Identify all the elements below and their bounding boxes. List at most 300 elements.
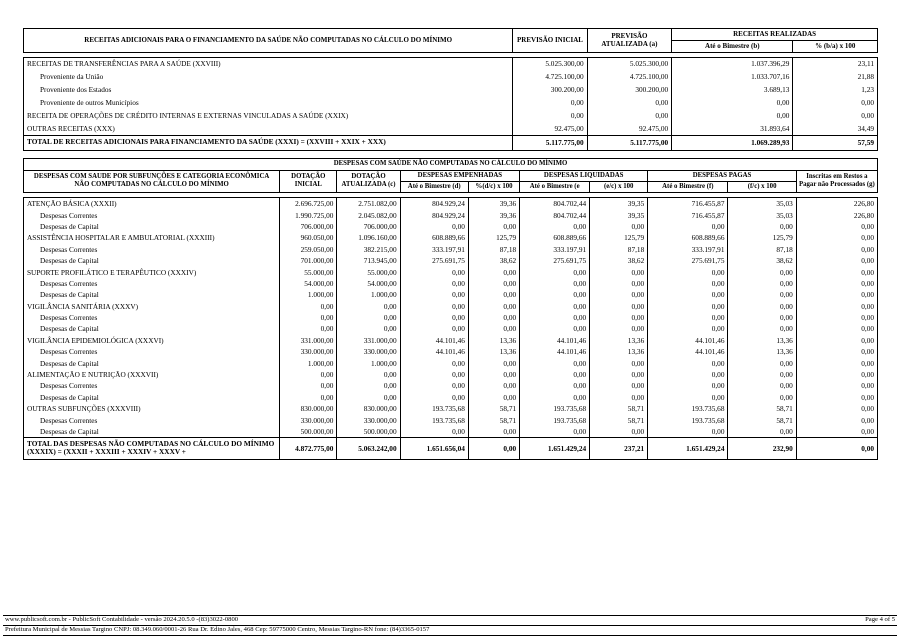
col-header-ate-bimestre-b: Até o Bimestre (b) (672, 40, 793, 52)
cell-value: 226,80 (796, 198, 877, 209)
cell-value: 0,00 (590, 369, 648, 380)
table-row (24, 244, 878, 255)
table-row (24, 289, 878, 300)
cell-value: 55.000,00 (337, 266, 400, 277)
cell-value: 0,00 (648, 392, 728, 403)
row-label: Despesas Correntes (40, 313, 98, 323)
receitas-header-table (23, 28, 878, 53)
cell-value: 0,00 (587, 96, 672, 109)
cell-value: 0,00 (648, 380, 728, 391)
cell-value: 1.651.656,04 (400, 437, 468, 460)
cell-value: 2.751.082,00 (337, 198, 400, 209)
cell-value: 3.689,13 (672, 83, 793, 96)
cell-value: 44.101,46 (400, 346, 468, 357)
cell-value: 0,00 (520, 289, 590, 300)
cell-value: 0,00 (796, 244, 877, 255)
cell-value: 804.929,24 (400, 198, 468, 209)
cell-value: 1.033.707,16 (672, 70, 793, 83)
cell-value: 0,00 (337, 392, 400, 403)
cell-value: 0,00 (468, 300, 519, 311)
cell-value: 0,00 (400, 323, 468, 334)
cell-value: 0,00 (520, 323, 590, 334)
cell-value: 0,00 (672, 96, 793, 109)
cell-value: 39,35 (590, 198, 648, 209)
cell-value: 0,00 (728, 266, 796, 277)
cell-value: 58,71 (468, 403, 519, 414)
cell-value: 0,00 (337, 323, 400, 334)
cell-value: 333.197,91 (520, 244, 590, 255)
cell-value: 0,00 (796, 323, 877, 334)
cell-value: 5.117.775,00 (513, 135, 587, 150)
cell-value: 1.000,00 (337, 289, 400, 300)
cell-value: 0,00 (796, 380, 877, 391)
cell-value: 830.000,00 (337, 403, 400, 414)
cell-value: 0,00 (648, 312, 728, 323)
cell-value: 226,80 (796, 209, 877, 220)
cell-value: 0,00 (520, 300, 590, 311)
row-label: Proveniente dos Estados (40, 85, 112, 94)
page-footer (3, 615, 897, 636)
cell-value: 500.000,00 (280, 426, 337, 437)
cell-value: 38,62 (590, 255, 648, 266)
cell-value: 13,36 (468, 335, 519, 346)
col-header-pag-bimestre: Até o Bimestre (f) (648, 181, 728, 192)
cell-value: 0,00 (520, 426, 590, 437)
cell-value: 0,00 (468, 426, 519, 437)
row-label: Proveniente da União (40, 72, 104, 81)
cell-value: 0,00 (400, 278, 468, 289)
cell-value: 275.691,75 (400, 255, 468, 266)
row-label: TOTAL DE RECEITAS ADICIONAIS PARA FINANCIAMENTO DA SAÚDE (XXXI) = (XXVIII + XXIX + XXX) (24, 135, 513, 150)
row-label: OUTRAS SUBFUNÇÕES (XXXVIII) (27, 404, 141, 414)
table-row (24, 221, 878, 232)
cell-value: 0,00 (520, 369, 590, 380)
cell-value: 35,03 (728, 198, 796, 209)
despesas-banner: DESPESAS COM SAÚDE NÃO COMPUTADAS NO CÁLCULO DO MÍNIMO (24, 158, 878, 170)
table-row (24, 255, 878, 266)
cell-value: 0,00 (400, 426, 468, 437)
cell-value: 0,00 (590, 300, 648, 311)
cell-value: 0,00 (796, 278, 877, 289)
cell-value: 1.990.725,00 (280, 209, 337, 220)
cell-value: 1.069.289,93 (672, 135, 793, 150)
col-header-pct-ba: % (b/a) x 100 (793, 40, 878, 52)
cell-value: 38,62 (468, 255, 519, 266)
cell-value: 0,00 (337, 312, 400, 323)
cell-value: 0,00 (793, 109, 878, 122)
cell-value: 0,00 (468, 392, 519, 403)
row-label: RECEITA DE OPERAÇÕES DE CRÉDITO INTERNAS E EXTERNAS VINCULADAS A SAÚDE (XXIX) (27, 111, 349, 120)
col-header-dotacao-atualizada: DOTAÇÃO ATUALIZADA (c) (337, 170, 400, 193)
cell-value: 804.929,24 (400, 209, 468, 220)
col-header-pag-pct: (f/c) x 100 (728, 181, 796, 192)
cell-value: 193.735,68 (648, 414, 728, 425)
cell-value: 13,36 (590, 335, 648, 346)
cell-value: 0,00 (468, 380, 519, 391)
col-header-emp-pct: %(d/c) x 100 (468, 181, 519, 192)
row-label: Despesas Correntes (40, 278, 98, 288)
cell-value: 58,71 (728, 403, 796, 414)
col-header-despesas-pagas: DESPESAS PAGAS (648, 170, 797, 181)
cell-value: 0,00 (672, 109, 793, 122)
cell-value: 0,00 (468, 357, 519, 368)
cell-value: 0,00 (468, 369, 519, 380)
cell-value: 0,00 (728, 392, 796, 403)
cell-value: 125,79 (728, 232, 796, 243)
cell-value: 0,00 (400, 289, 468, 300)
row-label: Despesas de Capital (40, 256, 99, 266)
cell-value: 0,00 (796, 392, 877, 403)
cell-value: 2.696.725,00 (280, 198, 337, 209)
row-label: ATENÇÃO BÁSICA (XXXII) (27, 199, 117, 209)
col-header-despesas-liquidadas: DESPESAS LIQUIDADAS (520, 170, 648, 181)
cell-value: 330.000,00 (280, 414, 337, 425)
cell-value: 0,00 (337, 300, 400, 311)
cell-value: 39,36 (468, 198, 519, 209)
cell-value: 716.455,87 (648, 209, 728, 220)
cell-value: 4.725.100,00 (587, 70, 672, 83)
table-row (24, 266, 878, 277)
cell-value: 0,00 (400, 221, 468, 232)
cell-value: 0,00 (648, 221, 728, 232)
cell-value: 0,00 (468, 266, 519, 277)
cell-value: 0,00 (590, 392, 648, 403)
row-label: SUPORTE PROFILÁTICO E TERAPÊUTICO (XXXIV) (27, 267, 197, 277)
cell-value: 58,71 (590, 403, 648, 414)
cell-value: 0,00 (648, 300, 728, 311)
cell-value: 0,00 (796, 426, 877, 437)
table-row (24, 403, 878, 414)
cell-value: 13,36 (728, 335, 796, 346)
footer-entity-info: Prefeitura Municipal de Messias Targino CNPJ: 08.349.060/0001-26 Rua Dr. Edino Jales, 468 Cep: 59775000 Centro, Messias Targino-RN fone: (84)3365-0157 (5, 626, 430, 634)
cell-value: 0,00 (648, 426, 728, 437)
cell-value: 701.000,00 (280, 255, 337, 266)
cell-value: 87,18 (590, 244, 648, 255)
cell-value: 0,00 (648, 289, 728, 300)
cell-value: 0,00 (400, 266, 468, 277)
row-label: Despesas Correntes (40, 244, 98, 254)
cell-value: 54.000,00 (337, 278, 400, 289)
cell-value: 0,00 (796, 335, 877, 346)
cell-value: 0,00 (513, 96, 587, 109)
table-row (24, 96, 878, 109)
cell-value: 0,00 (520, 392, 590, 403)
cell-value: 1.037.396,29 (672, 57, 793, 70)
cell-value: 0,00 (796, 266, 877, 277)
cell-value: 0,00 (520, 266, 590, 277)
cell-value: 333.197,91 (648, 244, 728, 255)
cell-value: 193.735,68 (520, 414, 590, 425)
despesas-body-table (23, 197, 878, 460)
cell-value: 608.889,66 (400, 232, 468, 243)
cell-value: 87,18 (728, 244, 796, 255)
cell-value: 44.101,46 (648, 335, 728, 346)
cell-value: 330.000,00 (337, 346, 400, 357)
cell-value: 1.651.429,24 (520, 437, 590, 460)
row-label: RECEITAS DE TRANSFERÊNCIAS PARA A SAÚDE (XXVIII) (27, 59, 221, 69)
table-row (24, 369, 878, 380)
table-row (24, 209, 878, 220)
cell-value: 804.702,44 (520, 198, 590, 209)
cell-value: 232,90 (728, 437, 796, 460)
cell-value: 706.000,00 (280, 221, 337, 232)
row-label: Despesas Correntes (40, 210, 98, 220)
cell-value: 193.735,68 (648, 403, 728, 414)
cell-value: 300.200,00 (513, 83, 587, 96)
col-header-previsao-atualizada: PREVISÃO ATUALIZADA (a) (587, 29, 672, 53)
table-row (24, 323, 878, 334)
cell-value: 44.101,46 (520, 346, 590, 357)
cell-value: 0,00 (587, 109, 672, 122)
row-label: Despesas de Capital (40, 392, 99, 402)
cell-value: 44.101,46 (400, 335, 468, 346)
col-header-receitas-desc: RECEITAS ADICIONAIS PARA O FINANCIAMENTO DA SAÚDE NÃO COMPUTADAS NO CÁLCULO DO MÍNIMO (24, 29, 513, 53)
row-label: Despesas de Capital (40, 221, 99, 231)
cell-value: 23,11 (793, 57, 878, 70)
cell-value: 0,00 (796, 346, 877, 357)
cell-value: 193.735,68 (520, 403, 590, 414)
col-header-despesas-desc: DESPESAS COM SAUDE POR SUBFUNÇÕES E CATEGORIA ECONÔMICA NÃO COMPUTADAS NO CÁLCULO DO MÍNIMO (24, 170, 280, 193)
cell-value: 0,00 (648, 278, 728, 289)
cell-value: 0,00 (796, 221, 877, 232)
cell-value: 275.691,75 (520, 255, 590, 266)
cell-value: 0,00 (590, 278, 648, 289)
table-row (24, 109, 878, 122)
cell-value: 0,00 (400, 312, 468, 323)
cell-value: 275.691,75 (648, 255, 728, 266)
table-row (24, 426, 878, 437)
cell-value: 0,00 (728, 323, 796, 334)
cell-value: 0,00 (513, 109, 587, 122)
cell-value: 0,00 (400, 300, 468, 311)
cell-value: 13,36 (728, 346, 796, 357)
cell-value: 706.000,00 (337, 221, 400, 232)
cell-value: 331.000,00 (337, 335, 400, 346)
despesas-header-row-1 (24, 170, 878, 181)
cell-value: 0,00 (280, 323, 337, 334)
row-label: OUTRAS RECEITAS (XXX) (27, 123, 115, 133)
cell-value: 87,18 (468, 244, 519, 255)
cell-value: 1.651.429,24 (648, 437, 728, 460)
cell-value: 1.000,00 (337, 357, 400, 368)
cell-value: 330.000,00 (280, 346, 337, 357)
cell-value: 0,00 (590, 312, 648, 323)
cell-value: 0,00 (468, 278, 519, 289)
cell-value: 0,00 (520, 357, 590, 368)
cell-value: 0,00 (648, 357, 728, 368)
row-label: VIGILÂNCIA SANITÁRIA (XXXV) (27, 301, 139, 311)
cell-value: 0,00 (796, 403, 877, 414)
cell-value: 0,00 (337, 369, 400, 380)
footer-page-number: Page 4 of 5 (865, 616, 895, 624)
cell-value: 0,00 (728, 312, 796, 323)
cell-value: 34,49 (793, 122, 878, 135)
table-row (24, 414, 878, 425)
cell-value: 54.000,00 (280, 278, 337, 289)
table-row (24, 357, 878, 368)
cell-value: 0,00 (728, 357, 796, 368)
table-row (24, 70, 878, 83)
cell-value: 5.025.300,00 (513, 57, 587, 70)
total-row (24, 437, 878, 460)
cell-value: 331.000,00 (280, 335, 337, 346)
cell-value: 0,00 (728, 278, 796, 289)
row-label: Despesas de Capital (40, 290, 99, 300)
despesas-banner-row (24, 158, 878, 170)
cell-value: 58,71 (468, 414, 519, 425)
cell-value: 1.000,00 (280, 357, 337, 368)
row-label: TOTAL DAS DESPESAS NÃO COMPUTADAS NO CÁLCULO DO MÍNIMO (XXXIX) = (XXXII + XXXIII + XXXIV + XXXV + (24, 437, 280, 460)
cell-value: 0,00 (280, 312, 337, 323)
cell-value: 13,36 (590, 346, 648, 357)
cell-value: 0,00 (590, 426, 648, 437)
cell-value: 0,00 (400, 392, 468, 403)
cell-value: 960.050,00 (280, 232, 337, 243)
cell-value: 0,00 (337, 380, 400, 391)
row-label: Despesas de Capital (40, 358, 99, 368)
row-label: Despesas de Capital (40, 324, 99, 334)
footer-software-info: www.publicsoft.com.br - PublicSoft Contabilidade - versão 2024.20.5.0 -(83)3022-0800 (5, 616, 239, 624)
cell-value: 39,36 (468, 209, 519, 220)
footer-row-2 (3, 626, 897, 636)
cell-value: 58,71 (590, 414, 648, 425)
cell-value: 0,00 (796, 300, 877, 311)
cell-value: 0,00 (468, 289, 519, 300)
cell-value: 5.117.775,00 (587, 135, 672, 150)
cell-value: 804.702,44 (520, 209, 590, 220)
cell-value: 300.200,00 (587, 83, 672, 96)
row-label: Despesas de Capital (40, 426, 99, 436)
cell-value: 21,88 (793, 70, 878, 83)
cell-value: 0,00 (590, 380, 648, 391)
cell-value: 1.000,00 (280, 289, 337, 300)
cell-value: 31.893,64 (672, 122, 793, 135)
col-header-emp-bimestre: Até o Bimestre (d) (400, 181, 468, 192)
cell-value: 830.000,00 (280, 403, 337, 414)
cell-value: 716.455,87 (648, 198, 728, 209)
col-header-liq-bimestre: Até o Bimestre (e (520, 181, 590, 192)
cell-value: 0,00 (648, 266, 728, 277)
table-row (24, 335, 878, 346)
cell-value: 0,00 (468, 437, 519, 460)
cell-value: 125,79 (590, 232, 648, 243)
despesas-header-table (23, 158, 878, 194)
cell-value: 35,03 (728, 209, 796, 220)
cell-value: 0,00 (280, 380, 337, 391)
cell-value: 1,23 (793, 83, 878, 96)
cell-value: 608.889,66 (520, 232, 590, 243)
cell-value: 0,00 (728, 426, 796, 437)
cell-value: 0,00 (520, 312, 590, 323)
table-row (24, 312, 878, 323)
cell-value: 333.197,91 (400, 244, 468, 255)
cell-value: 5.063.242,00 (337, 437, 400, 460)
cell-value: 0,00 (590, 323, 648, 334)
row-label: ALIMENTAÇÃO E NUTRIÇÃO (XXXVII) (27, 370, 159, 380)
cell-value: 0,00 (590, 266, 648, 277)
cell-value: 0,00 (728, 380, 796, 391)
cell-value: 0,00 (648, 323, 728, 334)
cell-value: 713.945,00 (337, 255, 400, 266)
row-label: Despesas Correntes (40, 347, 98, 357)
col-header-previsao-inicial: PREVISÃO INICIAL (513, 29, 587, 53)
cell-value: 57,59 (793, 135, 878, 150)
cell-value: 259.050,00 (280, 244, 337, 255)
cell-value: 0,00 (280, 300, 337, 311)
cell-value: 58,71 (728, 414, 796, 425)
cell-value: 44.101,46 (520, 335, 590, 346)
cell-value: 330.000,00 (337, 414, 400, 425)
cell-value: 0,00 (400, 380, 468, 391)
cell-value: 0,00 (796, 357, 877, 368)
cell-value: 5.025.300,00 (587, 57, 672, 70)
cell-value: 0,00 (468, 312, 519, 323)
cell-value: 0,00 (590, 221, 648, 232)
cell-value: 1.096.160,00 (337, 232, 400, 243)
cell-value: 55.000,00 (280, 266, 337, 277)
cell-value: 92.475,00 (587, 122, 672, 135)
cell-value: 0,00 (796, 289, 877, 300)
cell-value: 0,00 (728, 369, 796, 380)
table-row (24, 122, 878, 135)
cell-value: 382.215,00 (337, 244, 400, 255)
cell-value: 237,21 (590, 437, 648, 460)
cell-value: 0,00 (400, 357, 468, 368)
cell-value: 0,00 (796, 437, 877, 460)
cell-value: 13,36 (468, 346, 519, 357)
row-label: ASSISTÊNCIA HOSPITALAR E AMBULATORIAL (XXXIII) (27, 233, 215, 243)
cell-value: 0,00 (648, 369, 728, 380)
cell-value: 39,35 (590, 209, 648, 220)
col-header-dotacao-inicial: DOTAÇÃO INICIAL (280, 170, 337, 193)
col-header-liq-pct: (e/c) x 100 (590, 181, 648, 192)
cell-value: 0,00 (520, 278, 590, 289)
cell-value: 0,00 (520, 380, 590, 391)
cell-value: 0,00 (590, 357, 648, 368)
row-label: Despesas Correntes (40, 415, 98, 425)
cell-value: 0,00 (793, 96, 878, 109)
row-label: Despesas Correntes (40, 381, 98, 391)
cell-value: 0,00 (520, 221, 590, 232)
col-header-receitas-realizadas: RECEITAS REALIZADAS (672, 29, 878, 41)
table-row (24, 278, 878, 289)
cell-value: 0,00 (280, 392, 337, 403)
table-row (24, 380, 878, 391)
table-row (24, 57, 878, 70)
cell-value: 38,62 (728, 255, 796, 266)
cell-value: 193.735,68 (400, 414, 468, 425)
cell-value: 0,00 (796, 255, 877, 266)
cell-value: 2.045.082,00 (337, 209, 400, 220)
cell-value: 0,00 (400, 369, 468, 380)
table-row (24, 198, 878, 209)
col-header-restos-a-pagar: Inscritas em Restos a Pagar não Processados (g) (796, 170, 877, 193)
receitas-header-row-1 (24, 29, 878, 41)
footer-row-1 (3, 615, 897, 626)
total-row (24, 135, 878, 150)
cell-value: 0,00 (728, 289, 796, 300)
cell-value: 0,00 (796, 369, 877, 380)
cell-value: 0,00 (590, 289, 648, 300)
cell-value: 0,00 (468, 323, 519, 334)
cell-value: 0,00 (796, 232, 877, 243)
cell-value: 4.725.100,00 (513, 70, 587, 83)
cell-value: 500.000,00 (337, 426, 400, 437)
table-row (24, 392, 878, 403)
receitas-body-table (23, 57, 878, 151)
row-label: Proveniente de outros Municípios (40, 98, 139, 107)
cell-value: 608.889,66 (648, 232, 728, 243)
